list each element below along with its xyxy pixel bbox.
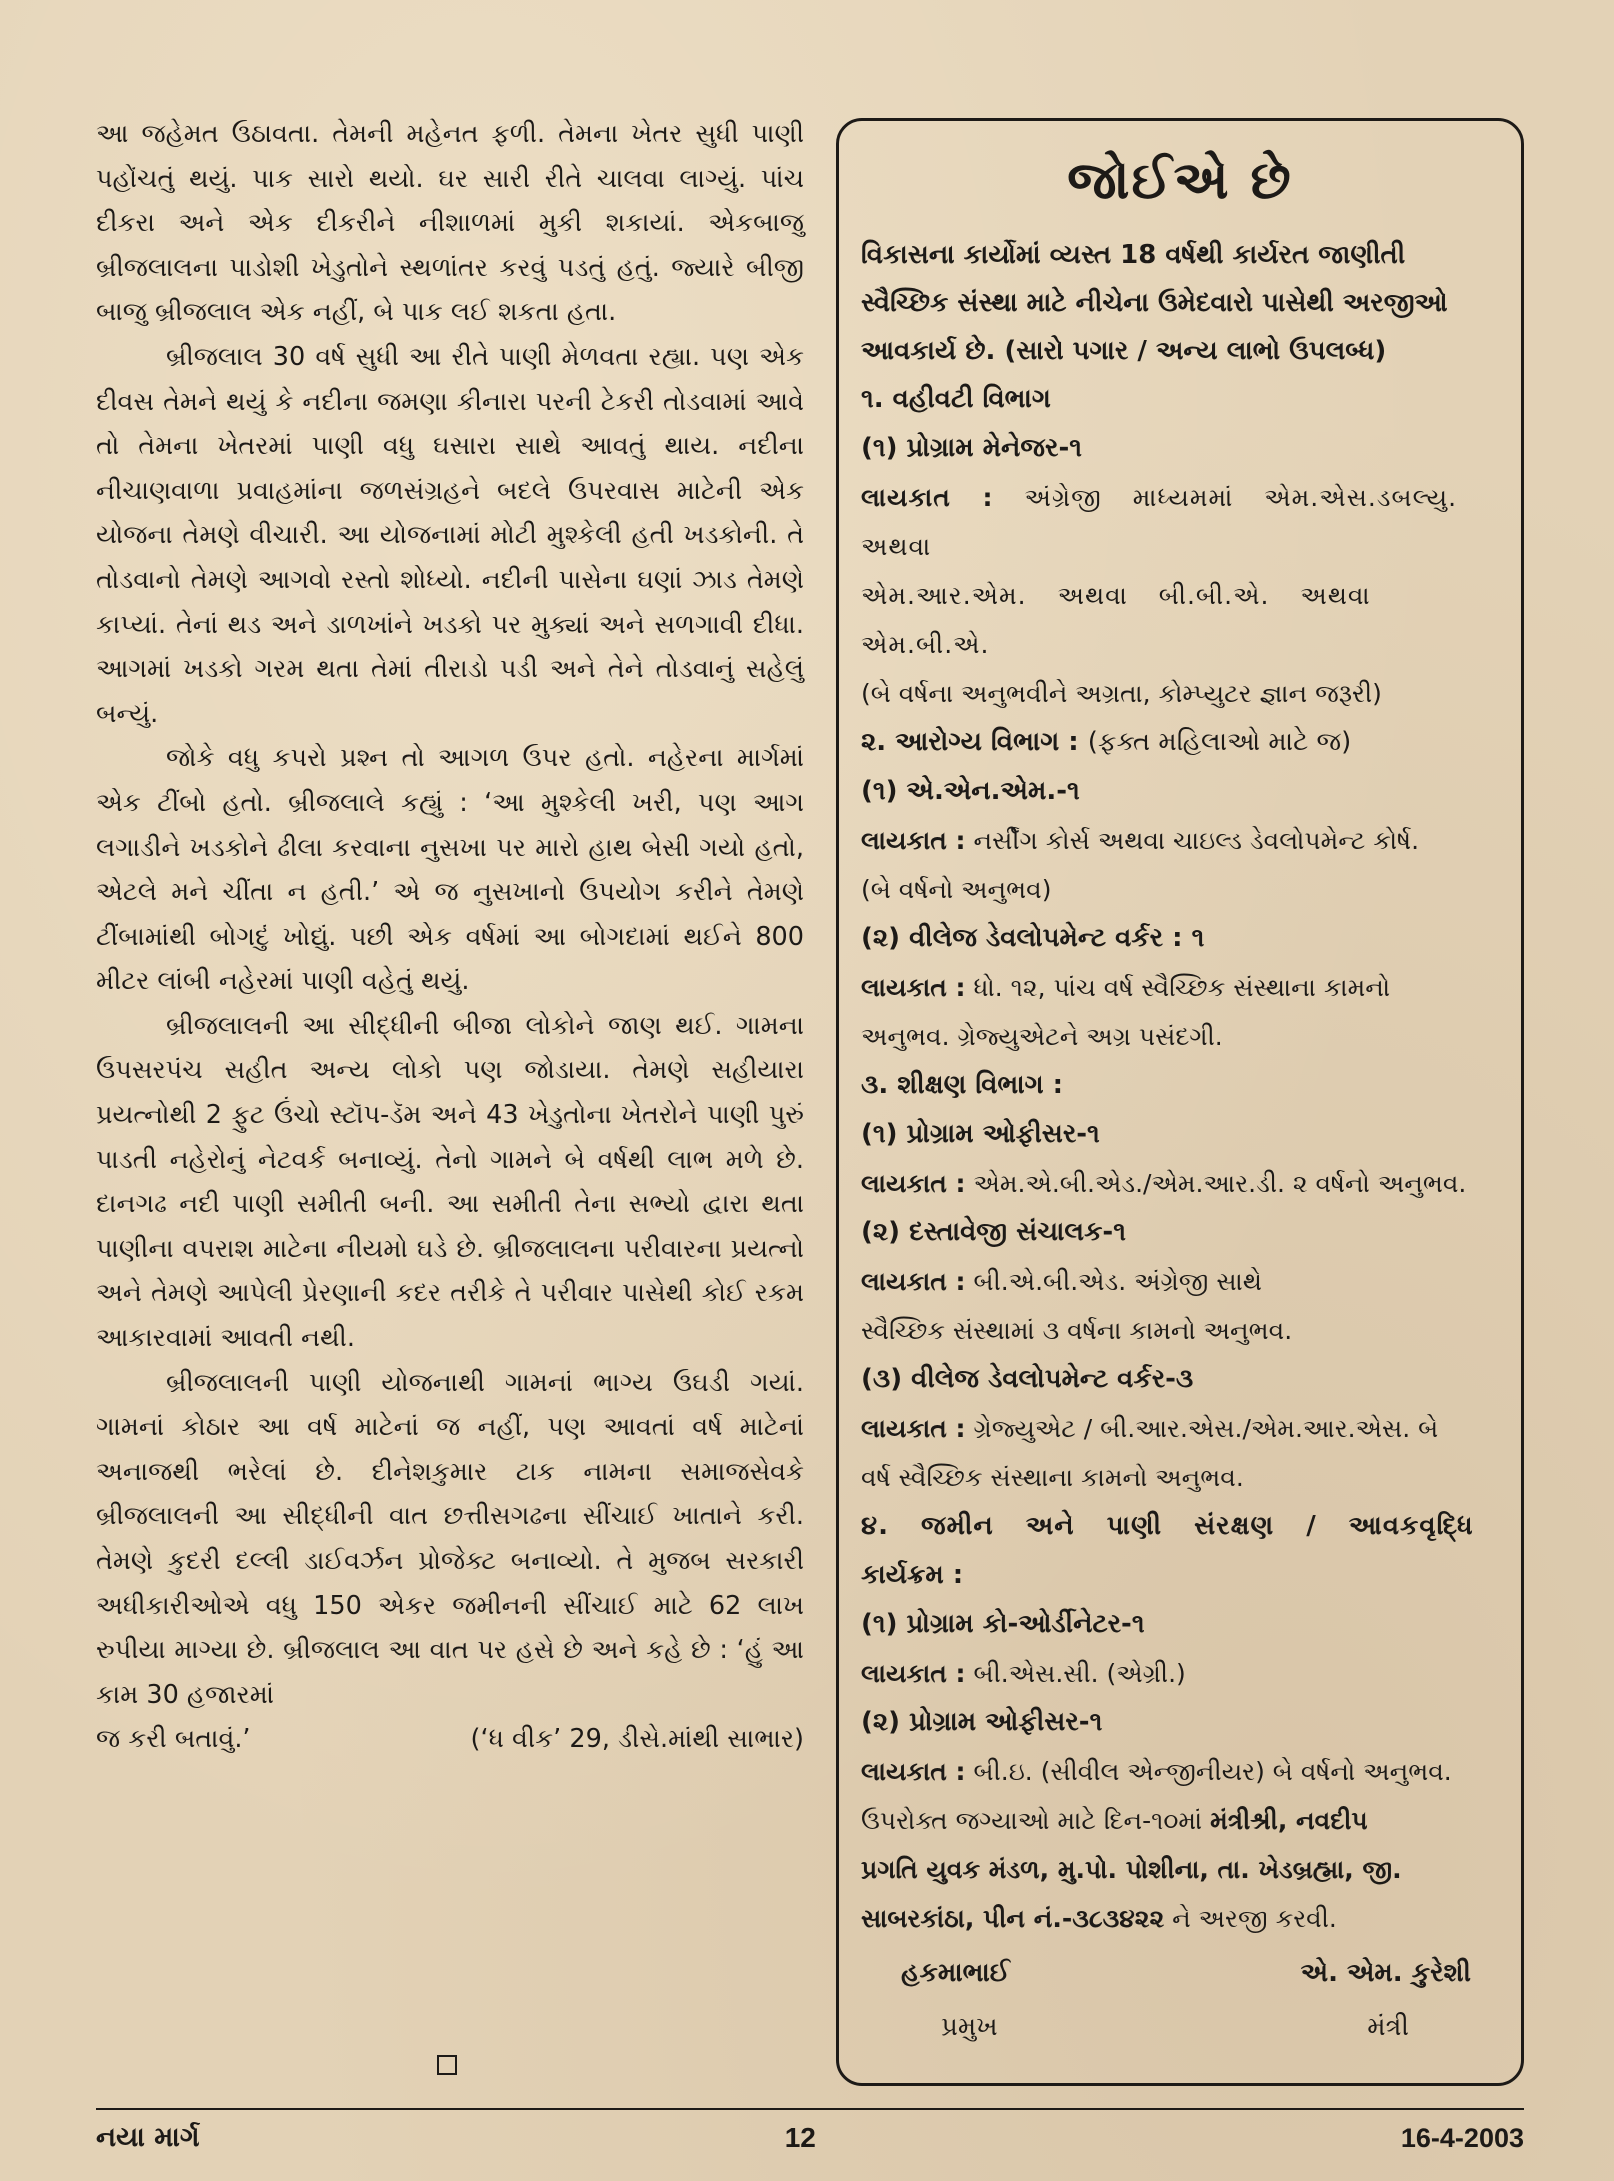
qualification-line — [861, 1649, 1499, 1698]
article-paragraph: બ્રીજલાલની આ સીદ્ધીની બીજા લોકોને જાણ થઈ. ગામના ઉપસરપંચ સહીત અન્ય લોકો પણ જોડાયા. તેમણે સહીયારા પ્રયત્નોથી 2 ફુટ ઉંચો સ્ટૉપ-ડૅમ અને 43 ખેડુતોના ખેતરોને પાણી પુરું પાડતી નહેરોનું નેટવર્ક બનાવ્યું. તેનો ગામને બે વર્ષથી લાભ મળે છે. દાનગઢ નદી પાણી સમીતી બની. આ સમીતી તેના સભ્યો દ્વારા થતા પાણીના વપરાશ માટેના નીયમો ઘડે છે. બ્રીજલાલના પરીવારના પ્રયત્નો અને તેમણે આપેલી પ્રેરણાની કદર તરીકે તે પરીવાર પાસેથી કોઈ રકમ આકારવામાં આવતી નથી. — [96, 1010, 804, 1354]
qualification-line: (બે વર્ષનો અનુભવ) — [861, 875, 1052, 904]
apply-address: સાબરકાંઠા, પીન નં.-૩૮૩૪૨૨ — [861, 1904, 1165, 1933]
qualification-label: લાયકાત : — [861, 1414, 966, 1443]
post-documentation-coordinator: (૨) દસ્તાવેજી સંચાલક-૧ — [861, 1217, 1126, 1247]
qualification-line: એમ.આર.એમ. અથવા બી.બી.એ. અથવા એમ.બી.એ. — [861, 581, 1371, 659]
qualification-label: લાયકાત : — [861, 1169, 966, 1198]
post-program-coordinator: (૧) પ્રોગ્રામ કો-ઓર્ડીનેટર-૧ — [861, 1609, 1145, 1639]
signatory-left-name: હકમાભાઈ — [901, 1958, 1010, 1988]
magazine-name: નયા માર્ગ — [96, 2122, 200, 2153]
qualification-label: લાયકાત : — [861, 1757, 966, 1786]
article-paragraph: બ્રીજલાલ 30 વર્ષ સુધી આ રીતે પાણી મેળવતા રહ્યા. પણ એક દીવસ તેમને થયું કે નદીના જમણા કીનારા પરની ટેકરી તોડવામાં આવે તો તેમના ખેતરમાં પાણી વધુ ઘસારા સાથે આવતું થાય. નદીના નીચાણવાળા પ્રવાહમાંના જળસંગ્રહને બદલે ઉપરવાસ માટેની એક યોજના તેમણે વીચારી. આ યોજનામાં મોટી મુશ્કેલી હતી ખડકોની. તે તોડવાનો તેમણે આગવો રસ્તો શોધ્યો. નદીની પાસેના ઘણાં ઝાડ તેમણે કાપ્યાં. તેનાં થડ અને ડાળખાંને ખડકો પર મુક્યાં અને સળગાવી દીધા. આગમાં ખડકો ગરમ થતા તેમાં તીરાડો પડી અને તેને તોડવાનું સહેલું બન્યું. — [96, 341, 804, 729]
qualification-line — [861, 816, 1499, 865]
apply-address: મંત્રીશ્રી, નવદીપ — [1210, 1806, 1368, 1835]
qualification-text: બી.ઇ. (સીવીલ એન્જીનીયર) બે વર્ષનો અનુભવ. — [973, 1757, 1452, 1786]
post-program-officer-2: (૨) પ્રોગ્રામ ઓફીસર-૧ — [861, 1707, 1103, 1737]
qualification-text: ગ્રેજ્યુએટ / બી.આર.એસ./એમ.આર.એસ. બે — [973, 1414, 1439, 1443]
job-advertisement-box — [836, 118, 1524, 2086]
post-anm: (૧) એ.એન.એમ.-૧ — [861, 776, 1080, 806]
section-heading-note: (ફક્ત મહિલાઓ માટે જ) — [1087, 727, 1352, 757]
qualification-label: લાયકાત : — [861, 483, 994, 512]
application-instructions — [861, 1894, 1499, 1943]
qualification-label: લાયકાત : — [861, 1659, 966, 1688]
qualification-line: વર્ષ સ્વૈચ્છિક સંસ્થાના કામનો અનુભવ. — [861, 1463, 1244, 1492]
footer-divider — [96, 2108, 1524, 2110]
signatory-roles — [861, 2003, 1499, 2051]
qualification-text: બી.એ.બી.એડ. અંગ્રેજી સાથે — [973, 1267, 1262, 1296]
qualification-text: અંગ્રેજી માધ્યમમાં એમ.એસ.ડબલ્યુ. અથવા — [861, 483, 1458, 561]
qualification-label: લાયકાત : — [861, 1267, 966, 1296]
qualification-line — [861, 1404, 1499, 1453]
article-last-line: જ કરી બતાવું.’ — [96, 1724, 251, 1755]
qualification-text: ધો. ૧૨, પાંચ વર્ષ સ્વૈચ્છિક સંસ્થાના કામનો — [973, 973, 1391, 1002]
article-end-mark-icon — [437, 2055, 457, 2075]
qualification-line — [861, 1159, 1499, 1208]
article-paragraph: આ જહેમત ઉઠાવતા. તેમની મહેનત ફળી. તેમના ખેતર સુધી પાણી પહોંચતું થયું. પાક સારો થયો. ઘર સારી રીતે ચાલવા લાગ્યું. પાંચ દીકરા અને એક દીકરીને નીશાળમાં મુકી શકાયાં. એકબાજુ બ્રીજલાલના પાડોશી ખેડુતોને સ્થળાંતર કરવું પડતું હતું. જ્યારે બીજી બાજુ બ્રીજલાલ એક નહીં, બે પાક લઈ શકતા હતા. — [96, 119, 804, 328]
post-program-officer: (૧) પ્રોગ્રામ ઓફીસર-૧ — [861, 1119, 1100, 1149]
application-instructions — [861, 1845, 1499, 1894]
page-number: 12 — [784, 2122, 816, 2153]
application-instructions — [861, 1796, 1499, 1845]
post-program-manager: (૧) પ્રોગ્રામ મેનેજર-૧ — [861, 433, 1082, 463]
ad-title: જોઈએ છે — [1067, 151, 1293, 211]
qualification-text: નર્સીંગ કોર્સ અથવા ચાઇલ્ડ ડેવલોપમેન્ટ કોર્ષ. — [973, 826, 1420, 855]
qualification-line: સ્વૈચ્છિક સંસ્થામાં ૩ વર્ષના કામનો અનુભવ. — [861, 1316, 1293, 1345]
qualification-label: લાયકાત : — [861, 826, 966, 855]
page-footer — [96, 2118, 1524, 2158]
section-heading-land-water: ૪. જમીન અને પાણી સંરક્ષણ / આવકવૃદ્ધિ — [861, 1511, 1474, 1541]
article-paragraph: બ્રીજલાલની પાણી યોજનાથી ગામનાં ભાગ્ય ઉઘડી ગયાં. ગામનાં કોઠાર આ વર્ષ માટેનાં જ નહીં, પણ આવતાં વર્ષ માટેનાં અનાજથી ભરેલાં છે. દીનેશકુમાર ટાક નામના સમાજસેવકે બ્રીજલાલની આ સીદ્ધીની વાત છત્તીસગઢના સીંચાઈ ખાતાને કરી. તેમણે કુદરી દલ્લી ડાઈવર્ઝન પ્રોજેક્ટ બનાવ્યો. તે મુજબ સરકારી અધીકારીઓએ વધુ 150 એકર જમીનની સીંચાઈ માટે 62 લાખ રુપીયા માગ્યા છે. બ્રીજલાલ આ વાત પર હસે છે અને કહે છે : ‘હું આ કામ 30 હજારમાં — [96, 1367, 804, 1710]
qualification-line — [861, 473, 1499, 571]
apply-text: ઉપરોક્ત જગ્યાઓ માટે દિન-૧૦માં — [861, 1806, 1203, 1835]
qualification-line — [861, 963, 1499, 1012]
qualification-line: (બે વર્ષના અનુભવીને અગ્રતા, કોમ્પ્યુટર જ્ઞાન જરૂરી) — [861, 679, 1382, 708]
qualification-line — [861, 1257, 1499, 1306]
section-heading-administration: ૧. વહીવટી વિભાગ — [861, 384, 1051, 414]
section-heading-health — [861, 718, 1499, 767]
article-source-credit: (‘ધ વીક’ 29, ડીસે.માંથી સાભાર) — [470, 1724, 804, 1755]
signatory-left-role: પ્રમુખ — [941, 2012, 998, 2042]
post-village-development-worker-3: (૩) વીલેજ ડેવલોપમેન્ટ વર્કર-૩ — [861, 1364, 1194, 1394]
qualification-text: એમ.એ.બી.એડ./એમ.આર.ડી. ૨ વર્ષનો અનુભવ. — [973, 1169, 1467, 1198]
post-village-development-worker: (૨) વીલેજ ડેવલોપમેન્ટ વર્કર : ૧ — [861, 923, 1205, 953]
qualification-line: અનુભવ. ગ્રેજ્યુએટને અગ્ર પસંદગી. — [861, 1022, 1223, 1051]
signatory-right-name: એ. એમ. કુરેશી — [1300, 1958, 1471, 1988]
qualification-line — [861, 1747, 1499, 1796]
signatory-right-role: મંત્રી — [1367, 2012, 1409, 2042]
ad-intro: વિકાસના કાર્યોમાં વ્યસ્ત 18 વર્ષથી કાર્યરત જાણીતી સ્વૈચ્છિક સંસ્થા માટે નીચેના ઉમેદવારો પાસેથી અરજીઓ આવકાર્ય છે. (સારો પગાર / અન્ય લાભો ઉપલબ્ધ) — [861, 240, 1448, 366]
article-column — [96, 112, 804, 1762]
article-closing-line — [96, 1717, 804, 1762]
apply-address: પ્રગતિ યુવક મંડળ, મુ.પો. પોશીના, તા. ખેડબ્રહ્મા, જી. — [861, 1855, 1402, 1884]
qualification-text: બી.એસ.સી. (એગ્રી.) — [973, 1659, 1186, 1688]
article-paragraph: જોકે વધુ કપરો પ્રશ્ન તો આગળ ઉપર હતો. નહેરના માર્ગમાં એક ટીંબો હતો. બ્રીજલાલે કહ્યું : ‘આ મુશ્કેલી ખરી, પણ આગ લગાડીને ખડકોને ઢીલા કરવાના નુસખા પર મારો હાથ બેસી ગયો હતો, એટલે મને ચીંતા ન હતી.’ એ જ નુસખાનો ઉપયોગ કરીને તેમણે ટીંબામાંથી બોગદું ખોદ્યું. પછી એક વર્ષમાં આ બોગદામાં થઈને 800 મીટર લાંબી નહેરમાં પાણી વહેતું થયું. — [96, 743, 804, 997]
section-heading-land-water-cont: કાર્યક્રમ : — [861, 1560, 964, 1590]
section-heading-education: ૩. શીક્ષણ વિભાગ : — [861, 1070, 1063, 1100]
signatory-names — [861, 1949, 1499, 1997]
qualification-label: લાયકાત : — [861, 973, 966, 1002]
section-heading-text: ૨. આરોગ્ય વિભાગ : — [861, 727, 1079, 757]
apply-text: ને અરજી કરવી. — [1172, 1904, 1337, 1933]
issue-date: 16-4-2003 — [1400, 2123, 1524, 2153]
